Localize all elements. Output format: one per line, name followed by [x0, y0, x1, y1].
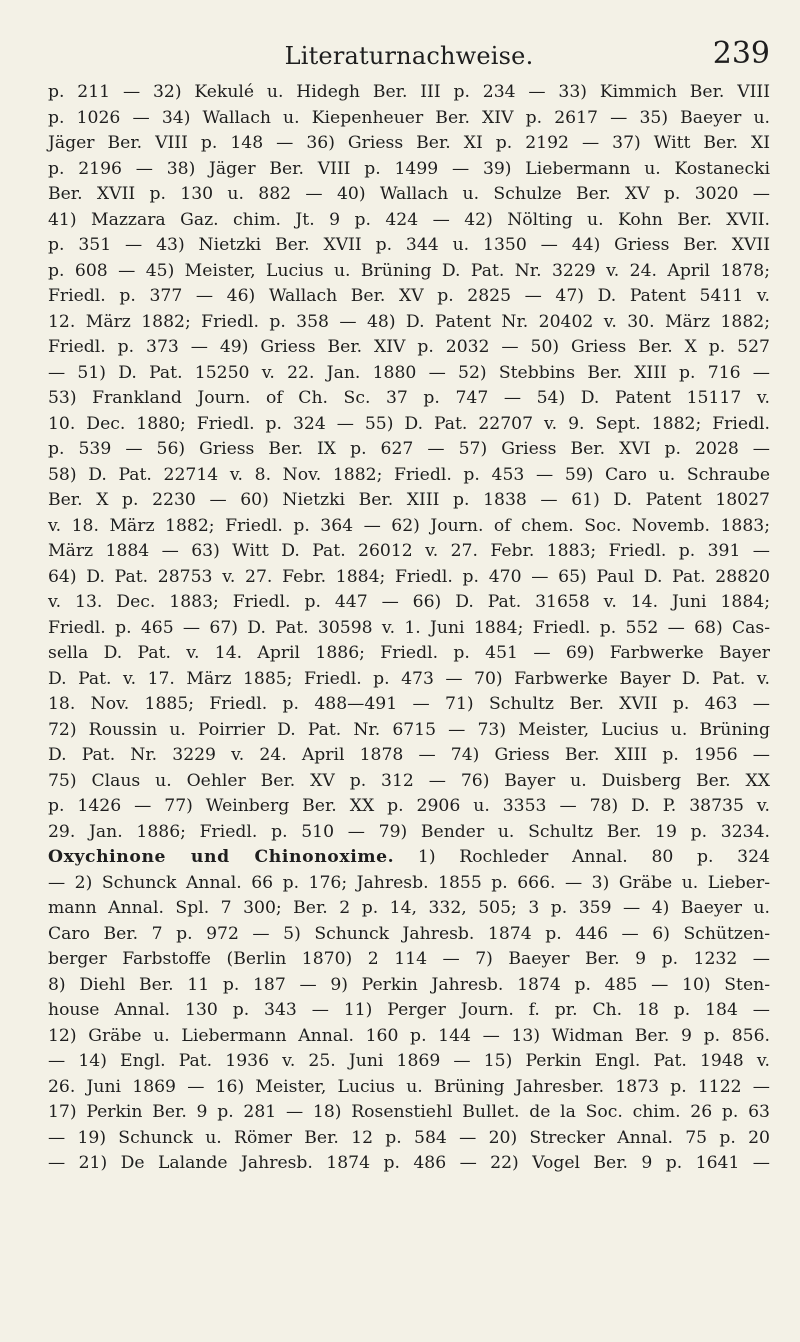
reference-line: 1) Rochleder Annal. 80 p. 324 [394, 847, 770, 867]
reference-line: 29. Jan. 1886; Friedl. p. 510 — 79) Bender u. Schultz Ber. 19 p. 3234. [48, 821, 770, 842]
reference-line: 17) Perkin Ber. 9 p. 281 — 18) Rosenstiehl Bullet. de la Soc. chim. 26 p. 63 [48, 1102, 770, 1122]
reference-line: 12) Gräbe u. Liebermann Annal. 160 p. 144 — 13) Widman Ber. 9 p. 856. [48, 1025, 770, 1046]
reference-line: 10. Dec. 1880; Friedl. p. 324 — 55) D. Pat. 22707 v. 9. Sept. 1882; Friedl. [48, 413, 770, 434]
reference-line: Caro Ber. 7 p. 972 — 5) Schunck Jahresb. 1874 p. 446 — 6) Schützen- [48, 923, 770, 944]
reference-line: 75) Claus u. Oehler Ber. XV p. 312 — 76) Bayer u. Duisberg Ber. XX [48, 770, 770, 791]
reference-line: Jäger Ber. VIII p. 148 — 36) Griess Ber. XI p. 2192 — 37) Witt Ber. XI [48, 133, 770, 153]
reference-line: März 1884 — 63) Witt D. Pat. 26012 v. 27. Febr. 1883; Friedl. p. 391 — [48, 541, 770, 561]
running-title: Literaturnachweise. [284, 42, 534, 70]
reference-line: 18. Nov. 1885; Friedl. p. 488—491 — 71) Schultz Ber. XVII p. 463 — [48, 694, 770, 714]
reference-line: — 19) Schunck u. Römer Ber. 12 p. 584 — 20) Strecker Annal. 75 p. 20 [48, 1127, 770, 1148]
reference-line: Ber. XVII p. 130 u. 882 — 40) Wallach u. Schulze Ber. XV p. 3020 — [48, 184, 770, 204]
reference-line: v. 18. März 1882; Friedl. p. 364 — 62) Journ. of chem. Soc. Novemb. 1883; [48, 515, 770, 536]
reference-line: — 2) Schunck Annal. 66 p. 176; Jahresb. 1855 p. 666. — 3) Gräbe u. Lieber- [48, 872, 770, 893]
reference-line: p. 608 — 45) Meister, Lucius u. Brüning D. Pat. Nr. 3229 v. 24. April 1878; [48, 260, 770, 281]
reference-line: D. Pat. Nr. 3229 v. 24. April 1878 — 74) Griess Ber. XIII p. 1956 — [48, 745, 770, 765]
reference-line: 41) Mazzara Gaz. chim. Jt. 9 p. 424 — 42) Nölting u. Kohn Ber. XVII. [48, 209, 770, 230]
reference-line: 8) Diehl Ber. 11 p. 187 — 9) Perkin Jahresb. 1874 p. 485 — 10) Sten- [48, 974, 770, 995]
reference-line: p. 351 — 43) Nietzki Ber. XVII p. 344 u. 1350 — 44) Griess Ber. XVII [48, 235, 770, 255]
reference-line: 58) D. Pat. 22714 v. 8. Nov. 1882; Friedl. p. 453 — 59) Caro u. Schraube [48, 464, 770, 485]
reference-line: berger Farbstoffe (Berlin 1870) 2 114 — 7) Baeyer Ber. 9 p. 1232 — [48, 949, 770, 969]
page-header [48, 18, 770, 80]
reference-line: Friedl. p. 373 — 49) Griess Ber. XIV p. 2032 — 50) Griess Ber. X p. 527 [48, 337, 770, 357]
reference-line: 53) Frankland Journ. of Ch. Sc. 37 p. 747 — 54) D. Patent 15117 v. [48, 388, 770, 408]
reference-line: p. 539 — 56) Griess Ber. IX p. 627 — 57) Griess Ber. XVI p. 2028 — [48, 439, 770, 459]
references-text [48, 80, 770, 1177]
reference-line: p. 211 — 32) Kekulé u. Hidegh Ber. III p. 234 — 33) Kimmich Ber. VIII [48, 82, 770, 102]
reference-line: 12. März 1882; Friedl. p. 358 — 48) D. Patent Nr. 20402 v. 30. März 1882; [48, 311, 770, 332]
reference-line: Friedl. p. 465 — 67) D. Pat. 30598 v. 1. Juni 1884; Friedl. p. 552 — 68) Cas- [48, 617, 770, 638]
reference-line: p. 1426 — 77) Weinberg Ber. XX p. 2906 u. 3353 — 78) D. P. 38735 v. [48, 796, 770, 816]
reference-line: D. Pat. v. 17. März 1885; Friedl. p. 473 — 70) Farbwerke Bayer D. Pat. v. [48, 668, 770, 689]
section-heading: Oxychinone und Chinonoxime. [48, 847, 395, 867]
reference-line: 26. Juni 1869 — 16) Meister, Lucius u. Brüning Jahresber. 1873 p. 1122 — [48, 1076, 770, 1097]
reference-line: mann Annal. Spl. 7 300; Ber. 2 p. 14, 332, 505; 3 p. 359 — 4) Baeyer u. [48, 898, 770, 918]
book-page [48, 18, 770, 1177]
reference-line: Friedl. p. 377 — 46) Wallach Ber. XV p. 2825 — 47) D. Patent 5411 v. [48, 286, 770, 306]
reference-line: p. 2196 — 38) Jäger Ber. VIII p. 1499 — 39) Liebermann u. Kostanecki [48, 158, 770, 179]
page-number: 239 [712, 36, 770, 71]
reference-line: house Annal. 130 p. 343 — 11) Perger Journ. f. pr. Ch. 18 p. 184 — [48, 1000, 770, 1020]
reference-line: — 14) Engl. Pat. 1936 v. 25. Juni 1869 — 15) Perkin Engl. Pat. 1948 v. [48, 1051, 770, 1071]
reference-line: sella D. Pat. v. 14. April 1886; Friedl. p. 451 — 69) Farbwerke Bayer [48, 643, 770, 663]
reference-line: — 21) De Lalande Jahresb. 1874 p. 486 — 22) Vogel Ber. 9 p. 1641 — [48, 1153, 770, 1173]
reference-line: — 51) D. Pat. 15250 v. 22. Jan. 1880 — 52) Stebbins Ber. XIII p. 716 — [48, 362, 770, 383]
reference-line: Ber. X p. 2230 — 60) Nietzki Ber. XIII p. 1838 — 61) D. Patent 18027 [48, 490, 770, 510]
reference-line: v. 13. Dec. 1883; Friedl. p. 447 — 66) D. Pat. 31658 v. 14. Juni 1884; [48, 592, 770, 612]
section-first-line [48, 845, 770, 871]
reference-line: 72) Roussin u. Poirrier D. Pat. Nr. 6715 — 73) Meister, Lucius u. Brüning [48, 719, 770, 740]
reference-line: p. 1026 — 34) Wallach u. Kiepenheuer Ber. XIV p. 2617 — 35) Baeyer u. [48, 107, 770, 128]
reference-line: 64) D. Pat. 28753 v. 27. Febr. 1884; Friedl. p. 470 — 65) Paul D. Pat. 28820 [48, 566, 770, 587]
